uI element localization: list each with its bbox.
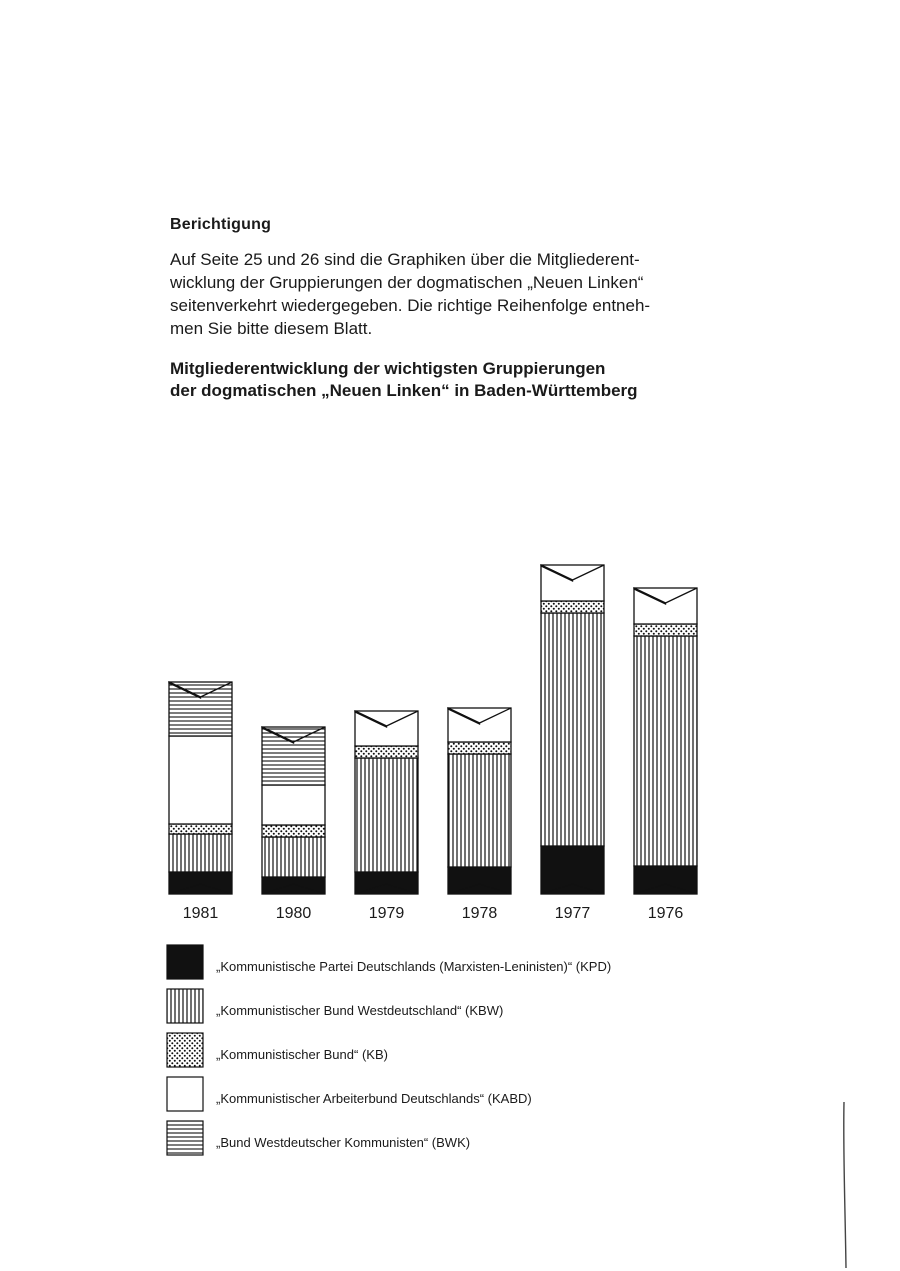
bar-segment-1981-2 [169, 834, 232, 872]
x-tick-label-1980: 1980 [275, 905, 312, 922]
legend-item-1 [166, 944, 726, 978]
legend-swatch-solid-black [166, 944, 204, 980]
correction-heading: Berichtigung [170, 216, 272, 233]
x-tick-label-1976: 1976 [647, 905, 684, 922]
x-tick-label-1979: 1979 [368, 905, 405, 922]
legend-label: „Kommunistische Partei Deutschlands (Marxisten-Leninisten)“ (KPD) [216, 959, 612, 974]
bar-segment-1981-3 [169, 824, 232, 834]
x-tick-label-1981: 1981 [182, 905, 219, 922]
bar-segment-1980-2 [262, 837, 325, 877]
bar-segment-1979-2 [355, 758, 418, 872]
bar-1981 [169, 682, 232, 894]
bar-segment-1977-3 [541, 601, 604, 613]
bar-segment-1980-4 [262, 785, 325, 825]
legend-swatch-vertical-lines [166, 988, 204, 1024]
legend-swatch-rect [167, 1033, 203, 1067]
legend-swatch-rect [167, 1077, 203, 1111]
bar-segment-1976-2 [634, 636, 697, 866]
correction-text: Auf Seite 25 und 26 sind die Graphiken über die Mitgliederent- wicklung der Gruppierungen der dogmatischen „Neuen Linken“ seitenverkehrt wiedergegeben. Die richtige Reihenfolge entneh- men Sie bitte diesem Blatt. [170, 250, 651, 338]
legend-swatch-blank [166, 1076, 204, 1112]
legend-swatch-rect [167, 1121, 203, 1155]
legend-swatch-rect [167, 945, 203, 979]
legend-label: „Bund Westdeutscher Kommunisten“ (BWK) [216, 1135, 471, 1150]
legend-label: „Kommunistischer Bund“ (KB) [216, 1047, 388, 1062]
bar-1980 [262, 727, 325, 894]
x-tick-label-1977: 1977 [554, 905, 591, 922]
chart-title-line-1: Mitgliederentwicklung der wichtigsten Gruppierungen [170, 359, 606, 378]
bar-segment-1977-2 [541, 613, 604, 846]
legend-swatch-dots [166, 1032, 204, 1068]
legend-item-3 [166, 1032, 726, 1066]
x-tick-label-1978: 1978 [461, 905, 498, 922]
chart-title-line-2: der dogmatischen „Neuen Linken“ in Baden-Württemberg [170, 381, 638, 400]
bar-segment-1980-5 [262, 727, 325, 785]
bar-1977 [541, 565, 604, 894]
bar-segment-1978-2 [448, 754, 511, 867]
legend-item-2 [166, 988, 726, 1022]
bar-segment-1978-3 [448, 742, 511, 754]
bar-1979 [355, 711, 418, 894]
bar-segment-1976-3 [634, 624, 697, 636]
legend-item-4 [166, 1076, 726, 1110]
bar-segment-1980-3 [262, 825, 325, 837]
x-tick-labels [183, 905, 684, 922]
legend-swatch-rect [167, 989, 203, 1023]
pen-mark [840, 1100, 852, 1270]
legend-label: „Kommunistischer Bund Westdeutschland“ (KBW) [216, 1003, 504, 1018]
legend-swatch-horizontal-lines [166, 1120, 204, 1156]
bar-1978 [448, 708, 511, 894]
legend-item-5 [166, 1120, 726, 1154]
bar-segment-1981-4 [169, 736, 232, 824]
bar-segment-1979-3 [355, 746, 418, 758]
bar-1976 [634, 588, 697, 894]
bar-segment-1981-5 [169, 682, 232, 736]
legend-label: „Kommunistischer Arbeiterbund Deutschlands“ (KABD) [216, 1091, 532, 1106]
bars-group [169, 565, 697, 894]
